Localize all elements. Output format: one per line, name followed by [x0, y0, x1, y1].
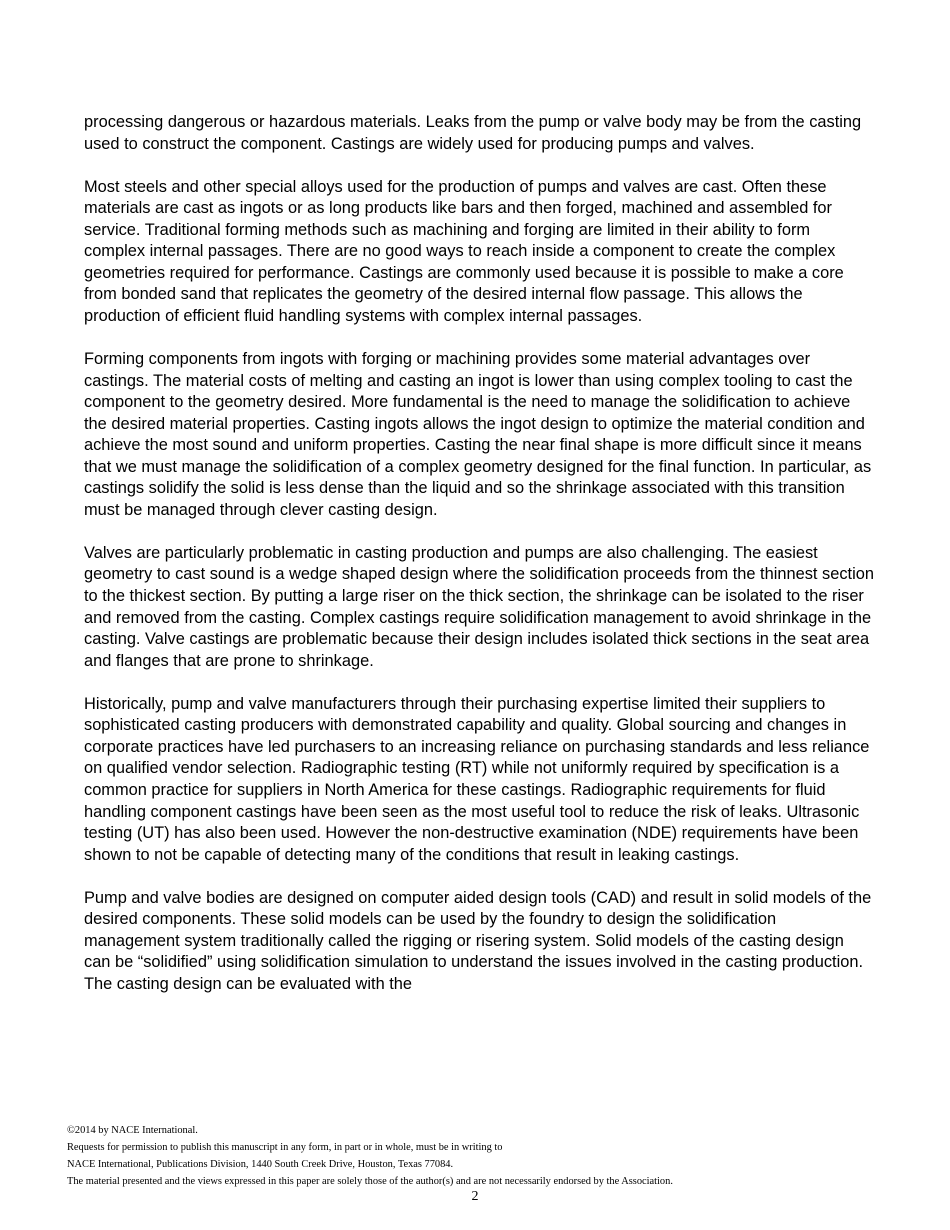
footer-disclaimer: The material presented and the views expressed in this paper are solely those of the author(s) and are not necessarily endorsed by the Association.	[67, 1176, 673, 1187]
paragraph-6: Pump and valve bodies are designed on computer aided design tools (CAD) and result in solid models of the desired components. These solid models can be used by the foundry to design the solidification management system traditionally called the rigging or risering system. Solid models of the casting design can be “solidified” using solidification simulation to understand the issues involved in the casting production. The casting design can be evaluated with the	[84, 888, 872, 993]
footer-permission: Requests for permission to publish this manuscript in any form, in part or in whole, must be in writing to	[67, 1142, 503, 1153]
footer	[67, 1122, 917, 1190]
page-number: 2	[471, 1189, 479, 1204]
paragraph-3: Forming components from ingots with forging or machining provides some material advantages over castings. The material costs of melting and casting an ingot is lower than using complex tooling to cast the component to the geometry desired. More fundamental is the need to manage the solidification to achieve the desired material properties. Casting ingots allows the ingot design to optimize the material condition and achieve the most sound and uniform properties. Casting the near final shape is more difficult since it means that we must manage the solidification of a complex geometry designed for the final function. In particular, as castings solidify the solid is less dense than the liquid and so the shrinkage associated with this transition must be managed through clever casting design.	[84, 350, 872, 519]
footer-address: NACE International, Publications Division, 1440 South Creek Drive, Houston, Texas 77084.	[67, 1159, 454, 1170]
paragraph-4: Valves are particularly problematic in casting production and pumps are also challenging. The easiest geometry to cast sound is a wedge shaped design where the solidification proceeds from the thinnest section to the thickest section. By putting a large riser on the thick section, the shrinkage can be isolated to the riser and removed from the casting. Complex castings require solidification management to avoid shrinkage in the casting. Valve castings are problematic because their design includes isolated thick sections in the seat area and flanges that are prone to shrinkage.	[84, 543, 874, 670]
footer-copyright: ©2014 by NACE International.	[67, 1125, 198, 1136]
body-text	[84, 112, 874, 995]
paragraph-1: processing dangerous or hazardous materials. Leaks from the pump or valve body may be from the casting used to construct the component. Castings are widely used for producing pumps and valves.	[84, 113, 862, 153]
paragraph-2: Most steels and other special alloys used for the production of pumps and valves are cast. Often these materials are cast as ingots or as long products like bars and then forged, machined and assembled for service. Traditional forming methods such as machining and forging are limited in their ability to form complex internal passages. There are no good ways to reach inside a component to create the complex geometries required for performance. Castings are commonly used because it is possible to make a core from bonded sand that replicates the geometry of the desired internal flow passage. This allows the production of efficient fluid handling systems with complex internal passages.	[84, 177, 844, 325]
paragraph-5: Historically, pump and valve manufacturers through their purchasing expertise limited their suppliers to sophisticated casting producers with demonstrated capability and quality. Global sourcing and changes in corporate practices have led purchasers to an increasing reliance on purchasing standards and less reliance on qualified vendor selection. Radiographic testing (RT) while not uniformly required by specification is a common practice for suppliers in North America for these castings. Radiographic requirements for fluid handling component castings have been seen as the most useful tool to reduce the risk of leaks. Ultrasonic testing (UT) has also been used. However the non-destructive examination (NDE) requirements have been shown to not be capable of detecting many of the conditions that result in leaking castings.	[84, 694, 870, 864]
